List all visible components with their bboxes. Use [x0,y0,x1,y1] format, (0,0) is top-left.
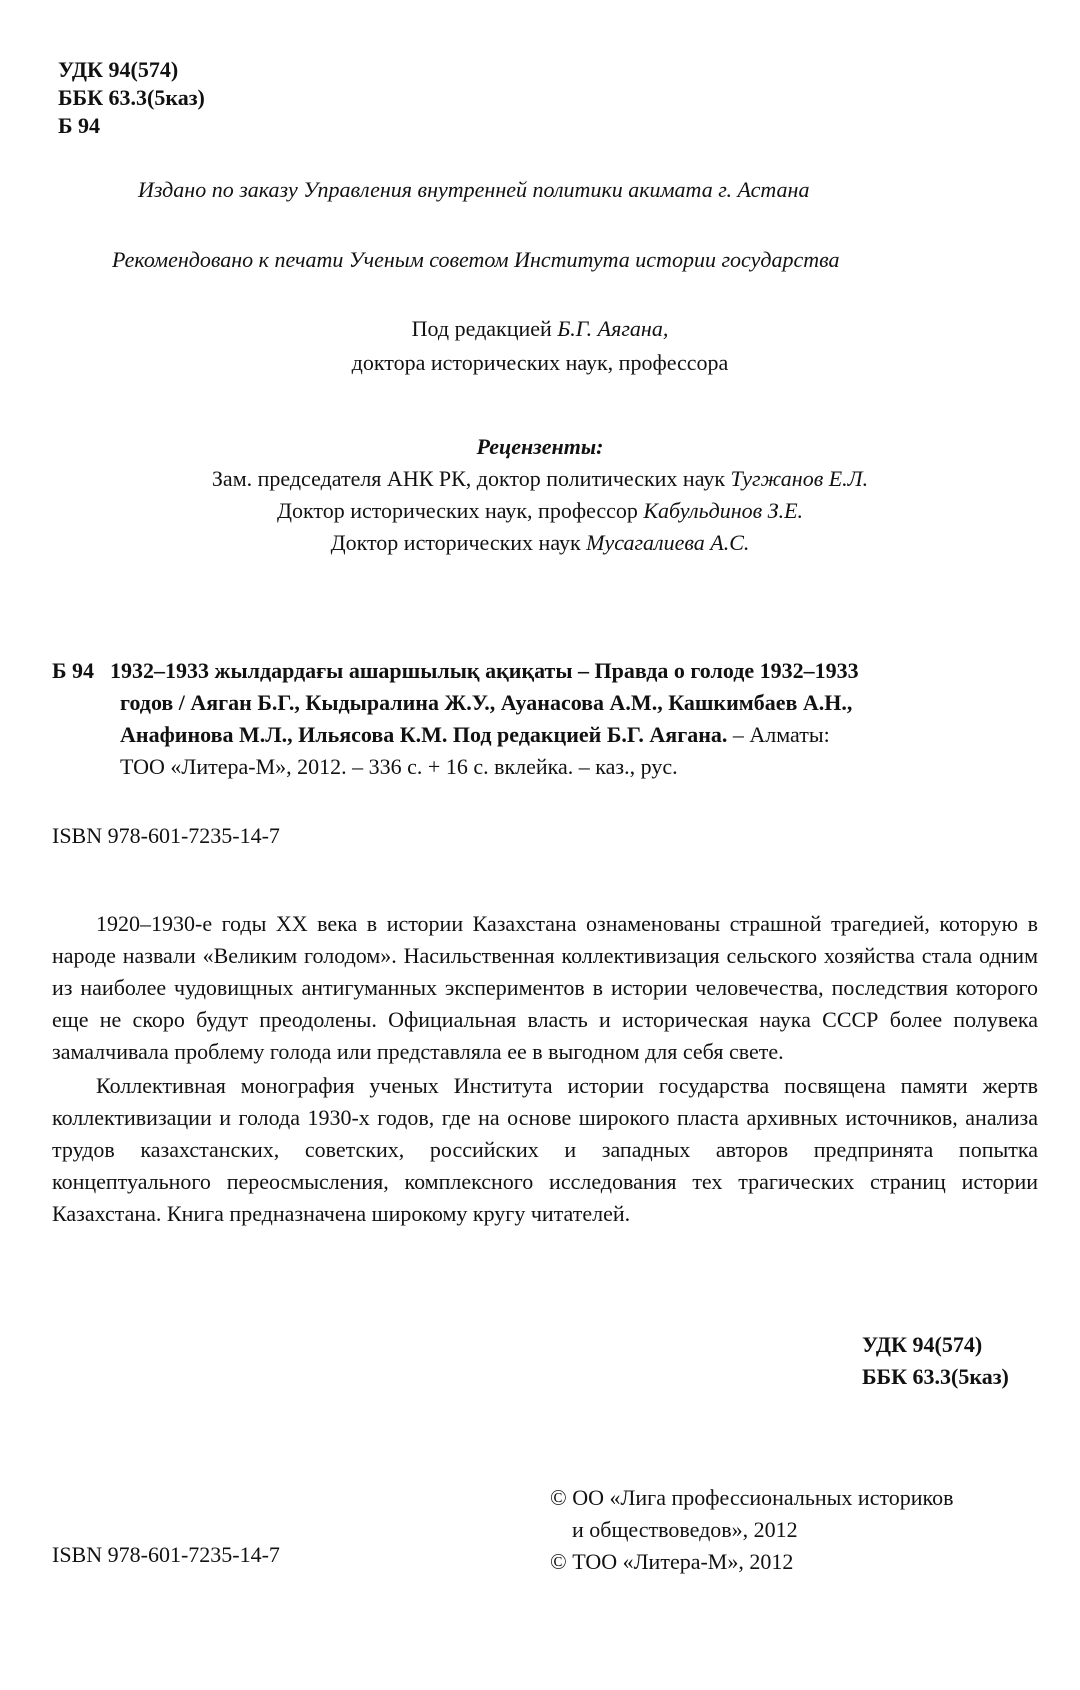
reviewer-3-position: Доктор исторических наук [330,530,581,555]
classification-bottom [862,1329,1009,1393]
reviewer-3-name: Мусагалиева А.С. [586,530,750,555]
editor-name: Б.Г. Аягана, [557,316,669,341]
biblio-publisher-line: ТОО «Литера-М», 2012. – 336 с. + 16 с. вклейка. – каз., рус. [120,754,678,779]
udk-code: УДК 94(574) [58,57,179,82]
biblio-place: – Алматы: [727,722,830,747]
published-by-order: Издано по заказу Управления внутренней политики акимата г. Астана [138,177,810,202]
editor-prefix: Под редакцией [411,316,552,341]
reviewer-2 [0,495,1080,527]
bbk-code-bottom: ББК 63.3(5каз) [862,1364,1009,1389]
reviewer-1 [0,463,1080,495]
biblio-code: Б 94 [52,658,95,683]
reviewer-1-position: Зам. председателя АНК РК, доктор политических наук [211,466,726,491]
biblio-authors-line: годов / Аяган Б.Г., Кыдыралина Ж.У., Ауанасова А.М., Кашкимбаев А.Н., [120,690,853,715]
copyright-block [550,1482,954,1578]
copyright-line-2: и обществоведов», 2012 [572,1517,798,1542]
abstract-paragraph-2: Коллективная монография ученых Института истории государства посвящена памяти жертв коллективизации и голода 1930-х годов, где на основе широкого пласта архивных источников, анализа трудов казахстанских, советских, российских и западных авторов предпринята попытка концептуального переосмысления, комплексного исследования тех трагических страниц истории Казахстана. Книга предназначена широкому кругу читателей. [52,1073,1038,1226]
author-mark: Б 94 [58,113,101,138]
editor-title: доктора исторических наук, профессора [351,350,729,375]
reviewer-2-position: Доктор исторических наук, профессор [276,498,638,523]
classification-block [58,56,205,140]
editor-block [0,312,1080,380]
reviewers-heading: Рецензенты: [476,434,604,459]
isbn-top: ISBN 978-601-7235-14-7 [52,823,280,848]
recommended-for-print: Рекомендовано к печати Ученым советом Института истории государства [112,247,840,272]
copyright-line-3: © ТОО «Литера-М», 2012 [550,1549,794,1574]
biblio-editor-bold: Анафинова М.Л., Ильясова К.М. Под редакцией Б.Г. Аягана. [120,722,728,747]
reviewer-2-name: Кабульдинов З.Е. [643,498,804,523]
biblio-editor-line [52,719,1036,751]
reviewer-1-name: Тугжанов Е.Л. [730,466,869,491]
udk-code-bottom: УДК 94(574) [862,1332,983,1357]
biblio-first-row [52,655,1036,687]
bbk-code: ББК 63.3(5каз) [58,85,205,110]
isbn-bottom: ISBN 978-601-7235-14-7 [52,1542,280,1567]
reviewer-3 [0,527,1080,559]
reviewers-block [0,431,1080,559]
abstract [52,908,1038,1232]
bibliographic-record [52,655,1036,783]
copyright-line-1: © ОО «Лига профессиональных историков [550,1485,954,1510]
biblio-title: 1932–1933 жылдардағы ашаршылық ақиқаты – Правда о голоде 1932–1933 [110,658,859,683]
abstract-paragraph-1: 1920–1930-е годы XX века в истории Казахстана ознаменованы страшной трагедией, которую в народе назвали «Великим голодом». Насильственная коллективизация сельского хозяйства стала одним из наиболее чудовищных антигуманных экспериментов в истории человечества, последствия которого еще не скоро будут преодолены. Официальная власть и историческая наука СССР более полувека замалчивала проблему голода или представляла ее в выгодном для себя свете. [52,911,1038,1064]
